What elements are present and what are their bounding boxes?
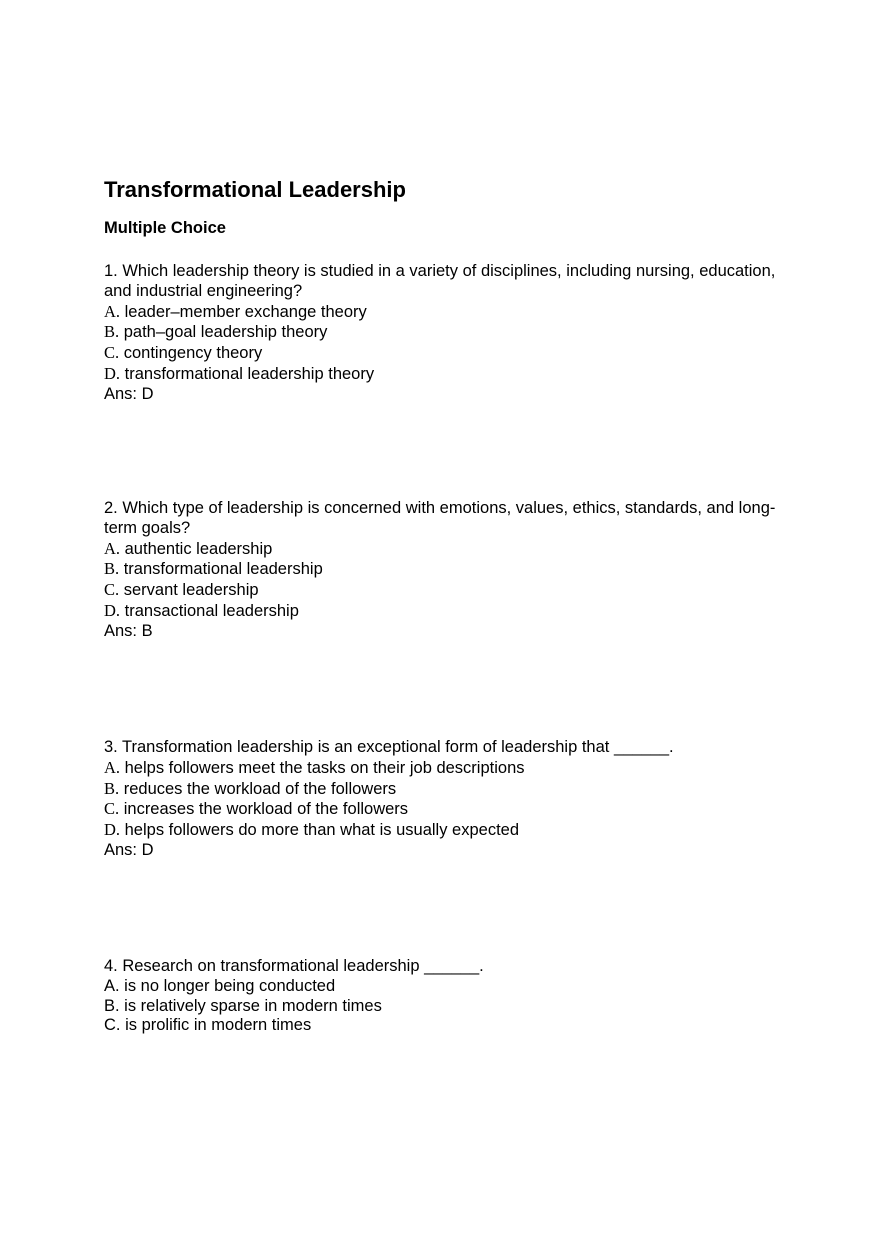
- option-letter: B.: [104, 559, 120, 579]
- answer-key: Ans: B: [104, 621, 153, 640]
- option-letter: C.: [104, 1016, 121, 1035]
- option-letter: A.: [104, 538, 121, 558]
- option-text: servant leadership: [119, 581, 259, 600]
- option-c: [104, 343, 784, 364]
- answer-key: Ans: D: [104, 384, 154, 403]
- option-letter: D.: [104, 363, 121, 383]
- option-text: transformational leadership theory: [120, 364, 375, 383]
- option-b: [104, 779, 784, 800]
- option-letter: C.: [104, 343, 120, 363]
- option-text: authentic leadership: [120, 539, 273, 558]
- option-letter: B.: [104, 996, 120, 1015]
- option-letter: D.: [104, 600, 121, 620]
- option-text: leader–member exchange theory: [120, 302, 367, 321]
- option-a: [104, 302, 784, 323]
- option-letter: A.: [104, 301, 121, 321]
- option-text: reduces the workload of the followers: [119, 779, 397, 798]
- option-d: [104, 820, 784, 841]
- question-stem: 4. Research on transformational leadership ______.: [104, 957, 484, 975]
- option-c: [104, 1016, 784, 1036]
- question-stem: 3. Transformation leadership is an exceptional form of leadership that ______.: [104, 738, 674, 756]
- option-text: increases the workload of the followers: [119, 800, 409, 819]
- option-a: [104, 977, 784, 997]
- question-stem: 2. Which type of leadership is concerned with emotions, values, ethics, standards, and long-term goals?: [104, 499, 776, 537]
- option-c: [104, 799, 784, 820]
- question-4: [104, 957, 784, 1036]
- option-text: contingency theory: [119, 344, 263, 363]
- question-2: [104, 499, 784, 642]
- question-3: [104, 738, 784, 861]
- option-b: [104, 322, 784, 343]
- document-page: [104, 176, 784, 1035]
- option-d: [104, 601, 784, 622]
- option-letter: B.: [104, 322, 120, 342]
- option-letter: D.: [104, 820, 121, 840]
- option-letter: A.: [104, 757, 121, 777]
- option-text: is prolific in modern times: [120, 1016, 312, 1035]
- section-title: Multiple Choice: [104, 219, 226, 237]
- option-text: transactional leadership: [120, 601, 299, 620]
- option-c: [104, 580, 784, 601]
- option-a: [104, 539, 784, 560]
- question-1: [104, 262, 784, 405]
- option-b: [104, 997, 784, 1017]
- option-a: [104, 758, 784, 779]
- answer-key: Ans: D: [104, 840, 154, 859]
- option-text: is no longer being conducted: [119, 976, 336, 995]
- option-b: [104, 559, 784, 580]
- option-text: path–goal leadership theory: [119, 323, 328, 342]
- option-d: [104, 364, 784, 385]
- option-letter: B.: [104, 778, 120, 798]
- question-stem: 1. Which leadership theory is studied in a variety of disciplines, including nursing, education, and industrial engineering?: [104, 262, 776, 300]
- option-letter: A.: [104, 976, 120, 995]
- option-text: helps followers do more than what is usually expected: [120, 821, 520, 840]
- option-text: helps followers meet the tasks on their job descriptions: [120, 758, 525, 777]
- option-text: transformational leadership: [119, 560, 323, 579]
- option-letter: C.: [104, 799, 120, 819]
- option-text: is relatively sparse in modern times: [119, 996, 382, 1015]
- document-title: Transformational Leadership: [104, 177, 406, 202]
- option-letter: C.: [104, 580, 120, 600]
